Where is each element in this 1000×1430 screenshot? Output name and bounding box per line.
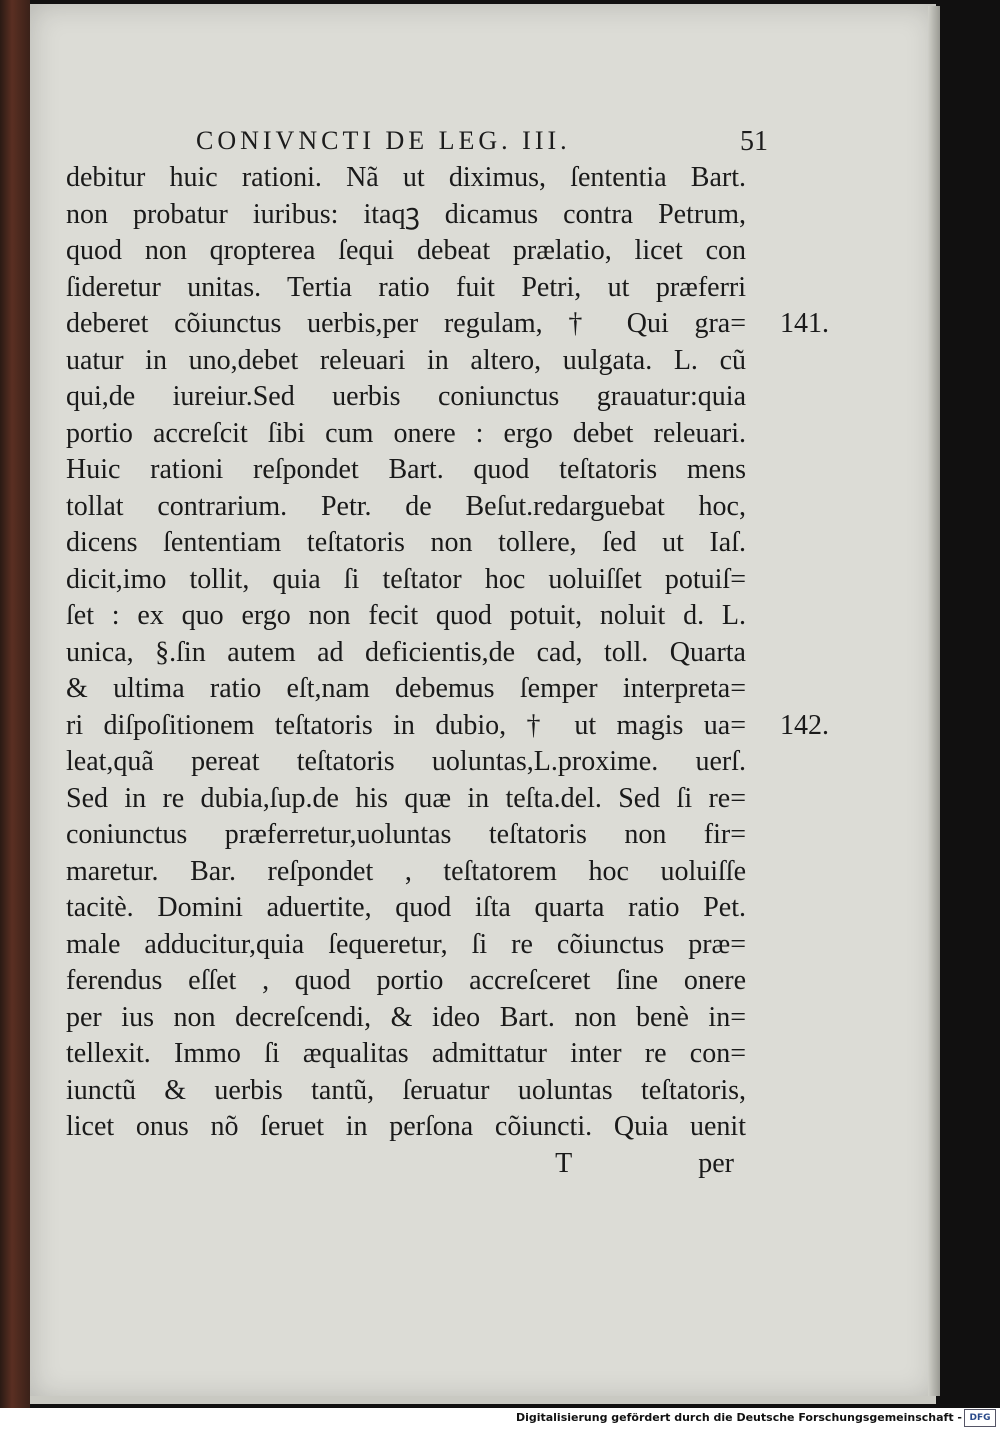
text-line: ſet : ex quo ergo non fecit quod potuit, noluit d. L. (66, 600, 746, 631)
funding-credit: Digitalisierung gefördert durch die Deutsche Forschungsgemeinschaft - (515, 1411, 962, 1424)
text-line: licet onus nõ ſeruet in perſona cõiuncti. Quia uenit (66, 1111, 746, 1142)
signature-line (66, 1146, 746, 1183)
text-line: ferendus eſſet , quod portio accreſceret ſine onere (66, 965, 746, 996)
marginal-note: 141. (780, 308, 829, 339)
text-line: ſideretur unitas. Tertia ratio fuit Petri, ut præferri (66, 271, 746, 303)
text-line: non probatur iuribus: itaqꝫ dicamus contra Petrum, (66, 198, 746, 230)
body-text (66, 160, 746, 1182)
text-line: & ultima ratio eſt,nam debemus ſemper interpreta= (66, 673, 746, 704)
text-line: debitur huic rationi. Nã ut diximus, ſententia Bart. (66, 162, 746, 193)
book-spine-edge (0, 0, 30, 1408)
text-line: tollat contrarium. Petr. de Beſut.redarguebat hoc, (66, 490, 746, 522)
dfg-logo-icon: DFG (964, 1409, 996, 1427)
text-line: dicit,imo tollit, quia ſi teſtator hoc uoluiſſet potuiſ= (66, 563, 746, 595)
text-line: coniunctus præferretur,uoluntas teſtatoris non fir= (66, 819, 746, 850)
page-fore-edge (928, 6, 940, 1396)
text-line: Sed in re dubia,ſup.de his quæ in teſta.del. Sed ſi re= (66, 782, 746, 814)
text-line: maretur. Bar. reſpondet , teſtatorem hoc uoluiſſe (66, 855, 746, 887)
text-line: tellexit. Immo ſi æqualitas admittatur inter re con= (66, 1038, 746, 1069)
signature-mark: T (555, 1147, 573, 1179)
text-line: tacitè. Domini aduertite, quod iſta quarta ratio Pet. (66, 892, 746, 923)
text-line: deberet cõiunctus uerbis,per regulam, † Qui gra= (66, 308, 746, 339)
text-line: unica, §.ſin autem ad deficientis,de cad, toll. Quarta (66, 636, 746, 668)
text-line: uatur in uno,debet releuari in altero, uulgata. L. cũ (66, 344, 746, 376)
text-line: ri diſpoſitionem teſtatoris in dubio, † ut magis ua= (66, 709, 746, 741)
catchword: per (698, 1147, 734, 1179)
running-head: CONIVNCTI DE LEG. III. (196, 126, 571, 155)
page-header (196, 122, 766, 158)
text-line: quod non qropterea ſequi debeat prælatio, licet con (66, 235, 746, 266)
marginal-note: 142. (780, 709, 829, 741)
page-bottom-edge (30, 1396, 936, 1404)
text-line: portio accreſcit ſibi cum onere : ergo debet releuari. (66, 417, 746, 449)
text-line: dicens ſententiam teſtatoris non tollere, ſed ut Iaſ. (66, 527, 746, 558)
text-line: leat,quã pereat teſtatoris uoluntas,L.proxime. uerſ. (66, 746, 746, 777)
text-line: qui,de iureiur.Sed uerbis coniunctus grauatur:quia (66, 381, 746, 412)
text-line: Huic rationi reſpondet Bart. quod teſtatoris mens (66, 454, 746, 485)
text-line: male adducitur,quia ſequeretur, ſi re cõiunctus præ= (66, 928, 746, 960)
page-number: 51 (740, 126, 768, 157)
text-line: per ius non decreſcendi, & ideo Bart. non benè in= (66, 1001, 746, 1033)
text-line: iunctũ & uerbis tantũ, ſeruatur uoluntas teſtatoris, (66, 1074, 746, 1106)
